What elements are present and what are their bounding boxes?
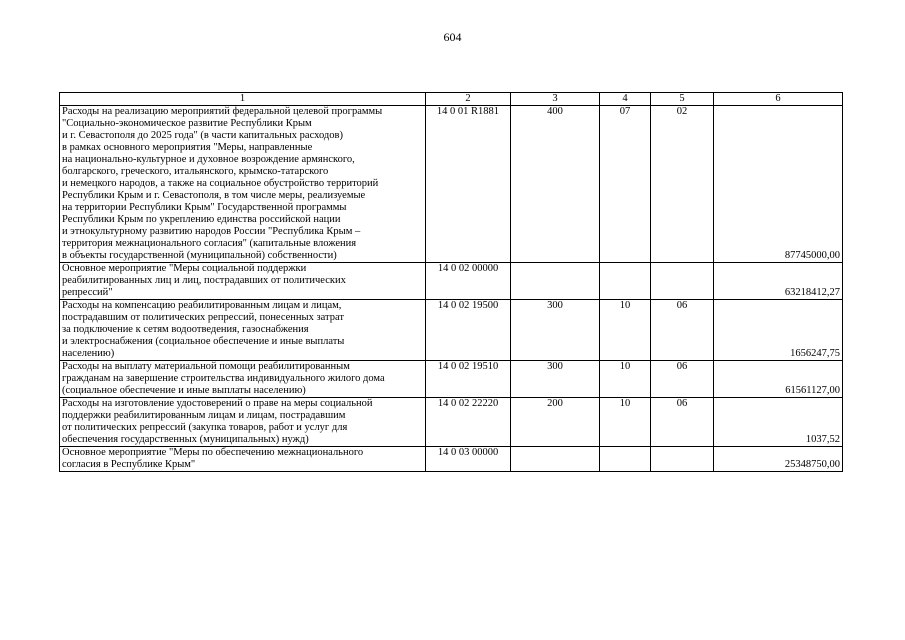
description-line: Основное мероприятие "Меры социальной поддержки	[62, 263, 307, 274]
description-line: и электроснабжения (социальное обеспечение и иные выплаты	[62, 336, 345, 347]
row-code: 14 0 03 00000	[426, 447, 511, 472]
row-amount: 61561127,00	[714, 361, 843, 398]
row-col-4: 10	[600, 361, 651, 398]
description-line: "Социально-экономическое развитие Республики Крым	[62, 118, 312, 129]
description-line: населению)	[62, 348, 115, 359]
description-line: и г. Севастополя до 2025 года" (в части капитальных расходов)	[62, 130, 343, 141]
row-code: 14 0 02 22220	[426, 398, 511, 447]
row-description	[60, 447, 426, 472]
row-description	[60, 106, 426, 263]
description-line: в рамках основного мероприятия "Меры, направленные	[62, 142, 313, 153]
description-line: за подключение к сетям водоотведения, газоснабжения	[62, 324, 309, 335]
description-line: на территории Республики Крым" Государственной программы	[62, 202, 347, 213]
row-col-3: 200	[511, 398, 600, 447]
row-amount: 1037,52	[714, 398, 843, 447]
description-line: от политических репрессий (закупка товаров, работ и услуг для	[62, 422, 348, 433]
table-row	[60, 263, 843, 300]
description-line: согласия в Республике Крым"	[62, 459, 196, 470]
row-col-4: 07	[600, 106, 651, 263]
row-description	[60, 300, 426, 361]
row-col-5	[651, 447, 714, 472]
column-header-6: 6	[714, 93, 843, 106]
row-code: 14 0 01 R1881	[426, 106, 511, 263]
row-col-3: 400	[511, 106, 600, 263]
table-row	[60, 361, 843, 398]
row-amount: 25348750,00	[714, 447, 843, 472]
description-line: Расходы на изготовление удостоверений о праве на меры социальной	[62, 398, 373, 409]
row-description	[60, 361, 426, 398]
row-code: 14 0 02 19510	[426, 361, 511, 398]
column-header-1: 1	[60, 93, 426, 106]
row-col-3: 300	[511, 300, 600, 361]
column-header-2: 2	[426, 93, 511, 106]
row-col-3	[511, 447, 600, 472]
column-header-4: 4	[600, 93, 651, 106]
table-header-row	[60, 93, 843, 106]
description-line: Расходы на компенсацию реабилитированным лицам и лицам,	[62, 300, 342, 311]
column-header-3: 3	[511, 93, 600, 106]
row-col-3: 300	[511, 361, 600, 398]
budget-table	[59, 92, 843, 472]
description-line: Основное мероприятие "Меры по обеспечению межнационального	[62, 447, 364, 458]
row-col-4: 10	[600, 300, 651, 361]
description-line: Расходы на реализацию мероприятий федеральной целевой программы	[62, 106, 383, 117]
description-line: в объекты государственной (муниципальной) собственности)	[62, 250, 337, 261]
row-col-5: 02	[651, 106, 714, 263]
row-code: 14 0 02 00000	[426, 263, 511, 300]
description-line: гражданам на завершение строительства индивидуального жилого дома	[62, 373, 385, 384]
description-line: (социальное обеспечение и иные выплаты населению)	[62, 385, 306, 396]
description-line: репрессий"	[62, 287, 113, 298]
row-col-5: 06	[651, 398, 714, 447]
row-col-5: 06	[651, 361, 714, 398]
description-line: пострадавшим от политических репрессий, понесенных затрат	[62, 312, 344, 323]
table-row	[60, 300, 843, 361]
row-description	[60, 398, 426, 447]
description-line: на национально-культурное и духовное возрождение армянского,	[62, 154, 355, 165]
row-amount: 63218412,27	[714, 263, 843, 300]
description-line: и этнокультурному развитию народов России "Республика Крым –	[62, 226, 361, 237]
description-line: реабилитированных лиц и лиц, пострадавших от политических	[62, 275, 346, 286]
row-col-5: 06	[651, 300, 714, 361]
table-row	[60, 447, 843, 472]
table-body	[60, 106, 843, 472]
row-col-5	[651, 263, 714, 300]
description-line: Расходы на выплату материальной помощи реабилитированным	[62, 361, 350, 372]
table-row	[60, 106, 843, 263]
row-description	[60, 263, 426, 300]
row-amount: 87745000,00	[714, 106, 843, 263]
description-line: болгарского, греческого, итальянского, крымско-татарского	[62, 166, 329, 177]
row-code: 14 0 02 19500	[426, 300, 511, 361]
row-col-4	[600, 263, 651, 300]
row-amount: 1656247,75	[714, 300, 843, 361]
description-line: Республики Крым и г. Севастополя, в том числе меры, реализуемые	[62, 190, 366, 201]
row-col-4	[600, 447, 651, 472]
column-header-5: 5	[651, 93, 714, 106]
description-line: и немецкого народов, а также на социальное обустройство территорий	[62, 178, 379, 189]
row-col-4: 10	[600, 398, 651, 447]
row-col-3	[511, 263, 600, 300]
description-line: Республики Крым по укреплению единства российской нации	[62, 214, 341, 225]
description-line: поддержки реабилитированным лицам и лицам, пострадавшим	[62, 410, 346, 421]
description-line: обеспечения государственных (муниципальных) нужд)	[62, 434, 309, 445]
description-line: территория межнационального согласия" (капитальные вложения	[62, 238, 357, 249]
page-number: 604	[443, 30, 462, 44]
table-row	[60, 398, 843, 447]
